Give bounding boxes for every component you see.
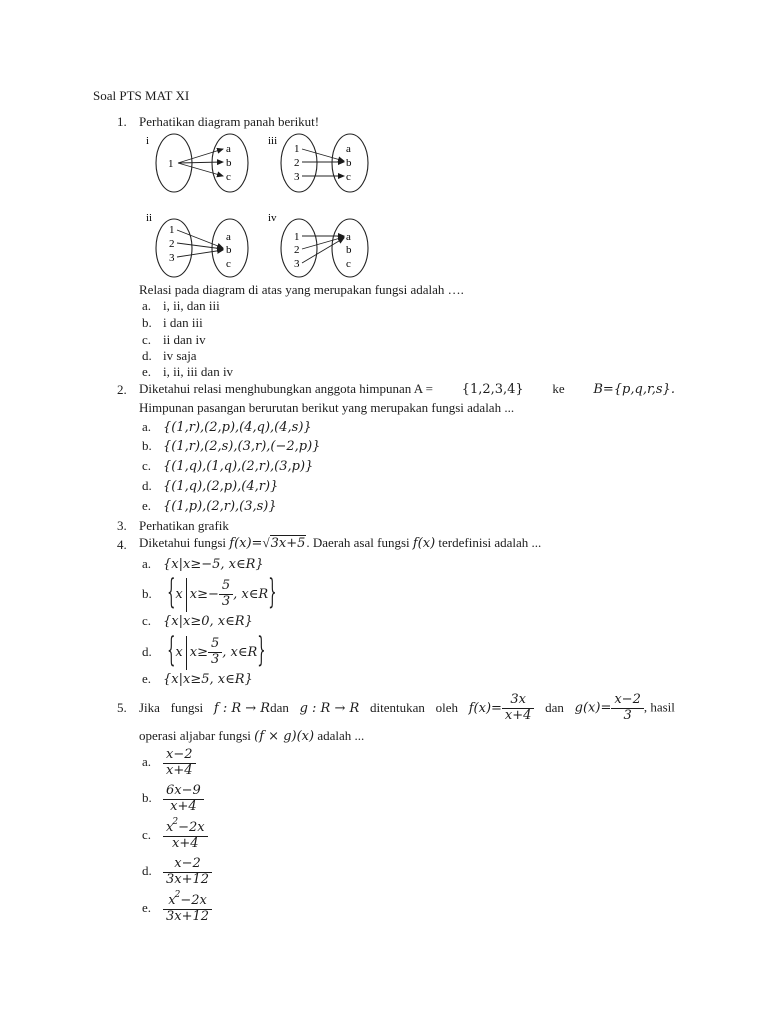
q5-line2: operasi aljabar fungsi (f × g)(x) adalah ... bbox=[139, 728, 365, 744]
set-a: {1,2,3,4} bbox=[461, 382, 524, 397]
mapping-arrow bbox=[302, 238, 344, 263]
q5-option-e: e. $\frac{x^2-2x}{3x+12}$ bbox=[142, 891, 212, 925]
codomain-element: a bbox=[226, 231, 231, 243]
arrow-diagrams bbox=[140, 130, 390, 280]
domain-element: 1 bbox=[168, 158, 174, 170]
diagram-ii bbox=[146, 212, 248, 277]
codomain-element: a bbox=[346, 143, 351, 155]
domain-element: 2 bbox=[294, 244, 300, 256]
codomain-element: b bbox=[346, 157, 352, 169]
codomain-element: c bbox=[226, 171, 231, 183]
q2-number: 2. bbox=[117, 382, 127, 397]
q2-option-d: d. {(1,q),(2,p),(4,r)} bbox=[142, 478, 279, 494]
domain-element: 3 bbox=[294, 258, 300, 270]
codomain-element: b bbox=[346, 244, 352, 256]
domain-element: 1 bbox=[169, 224, 175, 236]
page-title: Soal PTS MAT XI bbox=[93, 88, 190, 103]
q5-option-c: c. $\frac{x^2-2x}{x+4}$ bbox=[142, 818, 208, 852]
codomain-element: a bbox=[346, 231, 351, 243]
q2-line2: Himpunan pasangan berurutan berikut yang merupakan fungsi adalah ... bbox=[139, 400, 515, 415]
mapping-arrow bbox=[302, 149, 344, 161]
q2-option-a: a. {(1,r),(2,p),(4,q),(4,s)} bbox=[142, 419, 312, 435]
q1-question: Relasi pada diagram di atas yang merupakan fungsi adalah …. bbox=[139, 282, 464, 297]
q1-option-a: a. i, ii, dan iii bbox=[142, 298, 220, 313]
q3-number: 3. bbox=[117, 518, 127, 533]
domain-element: 3 bbox=[169, 252, 175, 264]
q1-number: 1. bbox=[117, 114, 127, 129]
diagram-iv bbox=[268, 212, 368, 277]
q5-option-b: b. $\frac{6x-9}{x+4}$ bbox=[142, 781, 204, 815]
q4-option-d: d. {x x≥ $\frac{5}{3}$ , x∈R} bbox=[142, 631, 266, 671]
q5-option-d: d. $\frac{x-2}{3x+12}$ bbox=[142, 854, 212, 888]
q2-option-c: c. {(1,q),(1,q),(2,r),(3,p)} bbox=[142, 458, 314, 474]
codomain-element: c bbox=[346, 258, 351, 270]
q4-option-c: c. {x|x≥0, x∈R} bbox=[142, 613, 253, 629]
square-root: √3x+5 bbox=[262, 535, 306, 551]
codomain-element: c bbox=[346, 171, 351, 183]
domain-element: 3 bbox=[294, 171, 300, 183]
domain-element: 2 bbox=[294, 157, 300, 169]
q1-text: Perhatikan diagram panah berikut! bbox=[139, 114, 320, 129]
q1-option-e: e. i, ii, iii dan iv bbox=[142, 364, 234, 379]
diagram-label: iv bbox=[268, 212, 277, 224]
diagram-label: iii bbox=[268, 135, 278, 147]
q2-text: ke bbox=[552, 381, 565, 396]
domain-element: 2 bbox=[169, 238, 175, 250]
mapping-arrow bbox=[178, 162, 223, 163]
q4-text: Diketahui fungsi f(x)=√3x+5. Daerah asal fungsi f(x) terdefinisi adalah ... bbox=[139, 535, 542, 551]
q4-option-e: e. {x|x≥5, x∈R} bbox=[142, 671, 253, 687]
q2-option-e: e. {(1,p),(2,r),(3,s)} bbox=[142, 498, 277, 514]
q2-text: Diketahui relasi menghubungkan anggota himpunan A = bbox=[139, 381, 433, 396]
mapping-arrow bbox=[177, 230, 223, 248]
q5-option-a: a. $\frac{x-2}{x+4}$ bbox=[142, 745, 196, 779]
q4-option-b: b. {x x≥− $\frac{5}{3}$ , x∈R} bbox=[142, 573, 277, 613]
q3-text: Perhatikan grafik bbox=[139, 518, 229, 533]
codomain-element: a bbox=[226, 143, 231, 155]
diagram-iii bbox=[268, 134, 368, 192]
set-b: B={p,q,r,s}. bbox=[593, 382, 675, 397]
mapping-arrow bbox=[178, 163, 223, 176]
domain-element: 1 bbox=[294, 143, 300, 155]
q2-option-b: b. {(1,r),(2,s),(3,r),(−2,p)} bbox=[142, 438, 321, 454]
mapping-arrow bbox=[302, 237, 344, 249]
diagram-i bbox=[146, 134, 248, 192]
mapping-arrow bbox=[177, 250, 223, 257]
codomain-element: b bbox=[226, 157, 232, 169]
q1-option-c: c. ii dan iv bbox=[142, 332, 206, 347]
codomain-element: c bbox=[226, 258, 231, 270]
q1-option-d: d. iv saja bbox=[142, 348, 197, 363]
domain-element: 1 bbox=[294, 231, 300, 243]
q5-line1: Jika fungsi f : R → Rdan g : R → R ditentukan oleh f(x)= $\frac{3x}{x+4}$ dan g(x)= $\frac{x-2}{3}$ , hasil bbox=[139, 691, 675, 723]
q1-option-b: b. i dan iii bbox=[142, 315, 203, 330]
diagram-label: i bbox=[146, 135, 150, 147]
q5-number: 5. bbox=[117, 700, 127, 715]
mapping-arrow bbox=[178, 149, 223, 163]
mapping-arrow bbox=[177, 243, 223, 249]
q2-line1 bbox=[139, 381, 675, 397]
codomain-element: b bbox=[226, 244, 232, 256]
q4-option-a: a. {x|x≥−5, x∈R} bbox=[142, 556, 264, 572]
diagram-label: ii bbox=[146, 212, 153, 224]
q4-number: 4. bbox=[117, 537, 127, 552]
